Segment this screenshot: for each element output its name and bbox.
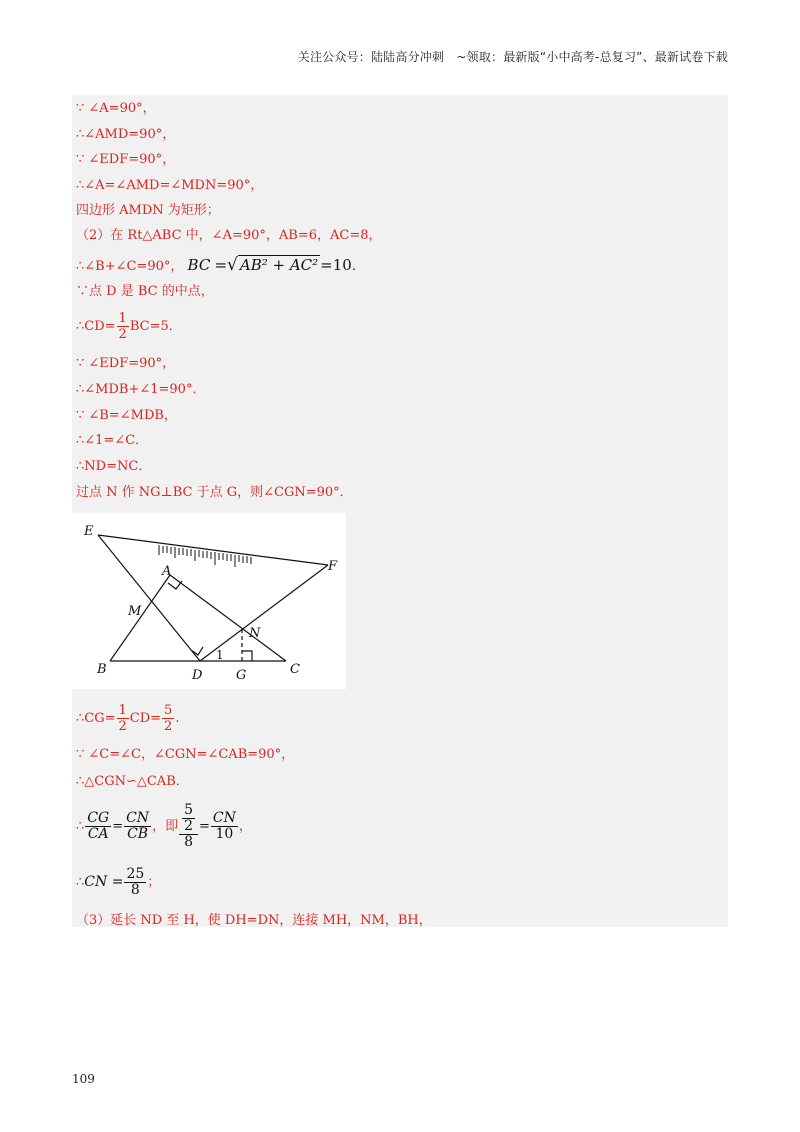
line-14: ∴ND=NC． bbox=[76, 459, 152, 474]
line-17: ∵ ∠C=∠C，∠CGN=∠CAB=90°， bbox=[76, 747, 295, 762]
line-ef bbox=[98, 535, 328, 565]
fraction-one-half-cg bbox=[117, 703, 129, 734]
fraction-denominator: 2 bbox=[184, 818, 193, 834]
label-angle-1: 1 bbox=[216, 648, 224, 662]
fraction-numerator: CN bbox=[126, 810, 150, 826]
line-10: ∵ ∠EDF=90°， bbox=[76, 356, 176, 371]
line-2: ∴∠AMD=90°， bbox=[76, 127, 176, 142]
label-e: E bbox=[84, 524, 94, 539]
line-df bbox=[200, 565, 328, 661]
line-16-mid: CD= bbox=[129, 711, 162, 726]
fraction-denominator: CA bbox=[85, 826, 111, 842]
line-13: ∴∠1=∠C． bbox=[76, 433, 149, 448]
fraction-denominator: 8 bbox=[179, 834, 198, 850]
line-3: ∵ ∠EDF=90°， bbox=[76, 152, 176, 167]
label-n: N bbox=[249, 626, 261, 641]
line-9-suffix: BC=5． bbox=[129, 319, 182, 334]
page-number: 109 bbox=[72, 1072, 95, 1086]
line-ed bbox=[98, 535, 200, 661]
solution-content bbox=[72, 95, 728, 927]
fraction-cn-over-cb bbox=[124, 811, 151, 842]
line-7-end: . bbox=[351, 259, 356, 274]
line-18: ∴△CGN∽△CAB． bbox=[76, 774, 189, 789]
label-b: B bbox=[97, 662, 107, 677]
line-16-end: . bbox=[175, 711, 180, 726]
line-15: 过点 N 作 NG⊥BC 于点 G，则∠CGN=90°． bbox=[76, 485, 353, 500]
line-9 bbox=[76, 311, 182, 343]
ruler-ticks bbox=[159, 545, 251, 567]
fraction-numerator: CG bbox=[87, 810, 110, 826]
bc-formula-lhs: BC bbox=[187, 256, 211, 274]
line-12: ∵ ∠B=∠MDB， bbox=[76, 408, 177, 423]
label-g: G bbox=[236, 668, 247, 683]
line-21: （3）延长 ND 至 H，使 DH=DN，连接 MH，NM，BH， bbox=[76, 913, 432, 928]
line-5: 四边形 AMDN 为矩形； bbox=[76, 203, 220, 218]
line-8: ∵点 D 是 BC 的中点， bbox=[76, 284, 214, 299]
inner-fraction bbox=[182, 803, 195, 834]
line-20-prefix: ∴ bbox=[76, 875, 85, 890]
line-20 bbox=[76, 865, 160, 900]
bc-formula-rhs: =10 bbox=[320, 256, 352, 274]
label-m: M bbox=[128, 604, 142, 619]
fraction-one-half bbox=[117, 311, 129, 342]
line-ac bbox=[170, 575, 286, 661]
line-19-end: ， bbox=[238, 819, 252, 834]
line-7 bbox=[76, 255, 356, 277]
fraction-numerator: 1 bbox=[118, 311, 127, 326]
equals-sign: = bbox=[199, 819, 210, 834]
line-1: ∵ ∠A=90°， bbox=[76, 101, 156, 116]
fraction-numerator: 5 bbox=[184, 802, 193, 818]
line-20-end: ； bbox=[147, 875, 161, 890]
fraction-numerator: 25 bbox=[126, 866, 145, 882]
line-6: （2）在 Rt△ABC 中，∠A=90°，AB=6，AC=8， bbox=[76, 228, 382, 243]
fraction-numerator bbox=[179, 803, 198, 834]
fraction-denominator: 10 bbox=[211, 826, 238, 842]
label-c: C bbox=[290, 662, 300, 677]
fraction-complex bbox=[179, 803, 198, 850]
fraction-numerator: CN bbox=[212, 810, 236, 826]
sqrt-radicand: AB² + AC² bbox=[239, 256, 319, 274]
line-9-prefix: ∴CD= bbox=[76, 319, 116, 334]
line-4: ∴∠A=∠AMD=∠MDN=90°， bbox=[76, 178, 264, 193]
right-angle-d bbox=[191, 647, 203, 655]
label-d: D bbox=[192, 668, 203, 683]
geometry-figure bbox=[72, 513, 346, 689]
equals-sign: = bbox=[214, 256, 228, 274]
line-7-text: ∴∠B+∠C=90°， bbox=[76, 259, 184, 274]
line-19-prefix: ∴ bbox=[76, 819, 85, 834]
cn-lhs: CN = bbox=[84, 874, 124, 890]
fraction-cg-over-ca bbox=[85, 811, 111, 842]
fraction-25-over-8 bbox=[124, 867, 146, 898]
fraction-numerator: 5 bbox=[164, 703, 173, 718]
line-16 bbox=[76, 703, 179, 735]
right-angle-g bbox=[242, 651, 252, 661]
line-16-prefix: ∴CG= bbox=[76, 711, 116, 726]
sqrt-symbol: √ bbox=[227, 255, 238, 275]
line-19-mid: ，即 bbox=[152, 819, 179, 834]
fraction-cn-over-10 bbox=[211, 811, 238, 842]
fraction-numerator: 1 bbox=[118, 703, 127, 718]
label-a: A bbox=[162, 564, 172, 579]
label-f: F bbox=[328, 559, 338, 574]
page-header: 关注公众号：陆陆高分冲刺 ~领取：最新版“小中高考-总复习”、最新试卷下载 bbox=[297, 50, 728, 64]
fraction-denominator: 8 bbox=[124, 882, 146, 898]
fraction-denominator: CB bbox=[124, 826, 151, 842]
line-11: ∴∠MDB+∠1=90°． bbox=[76, 382, 206, 397]
line-19 bbox=[76, 797, 252, 857]
equals-sign: = bbox=[112, 819, 124, 834]
fraction-denominator: 2 bbox=[164, 719, 173, 734]
fraction-five-halves bbox=[162, 703, 174, 734]
triangle-diagram bbox=[72, 513, 346, 689]
fraction-denominator: 2 bbox=[118, 327, 127, 342]
fraction-denominator: 2 bbox=[118, 719, 127, 734]
